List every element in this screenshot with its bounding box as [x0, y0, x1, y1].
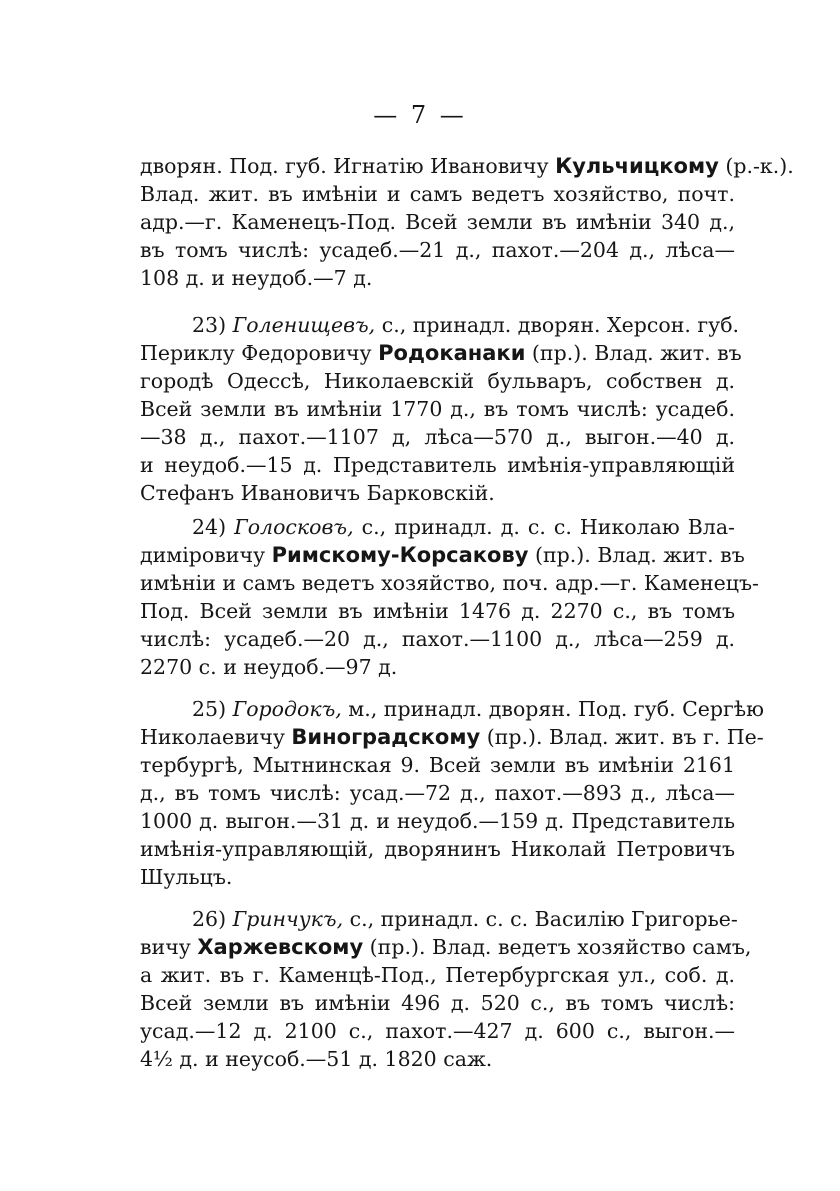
text-line: д., въ томъ числѣ: усад.—72 д., пахот.—893 д., лѣса— — [140, 781, 735, 805]
text-line: въ томъ числѣ: усадеб.—21 д., пахот.—204 д., лѣса— — [140, 238, 735, 262]
text-line: числѣ: усадеб.—20 д., пахот.—1100 д., лѣса—259 д. — [140, 627, 735, 651]
village-name: Гринчукъ, — [232, 907, 344, 931]
entry-number: 25) — [192, 697, 227, 721]
text-line: 2270 с. и неудоб.—97 д. — [140, 655, 398, 679]
village-name: Голосковъ, — [234, 515, 354, 539]
text-line: 108 д. и неудоб.—7 д. — [140, 266, 373, 290]
text-line: —38 д., пахот.—1107 д, лѣса—570 д., выгон.—40 д. — [140, 425, 735, 449]
page-number: — 7 — — [373, 101, 467, 129]
text-line: а жит. въ г. Каменцѣ-Под., Петербургская ул., соб. д. — [140, 963, 735, 987]
text-line: 4½ д. и неусоб.—51 д. 1820 саж. — [140, 1047, 493, 1071]
text-line: имѣніи и самъ ведетъ хозяйство, поч. адр.—г. Каменецъ- — [140, 571, 759, 595]
entry-25 — [140, 695, 764, 891]
text-line: Стефанъ Ивановичъ Барковскій. — [140, 481, 495, 505]
entry-number: 23) — [192, 313, 227, 337]
village-name: Голенищевъ, — [232, 313, 376, 337]
text-line: Николаевичу Виноградскому (пр.). Влад. жит. въ г. Пе- — [140, 725, 764, 749]
text-line: дворян. Под. губ. Игнатію Ивановичу Кульчицкому (р.-к.). — [140, 154, 794, 178]
owner-surname: Родоканаки — [378, 341, 526, 365]
owner-surname: Кульчицкому — [555, 154, 719, 178]
text-line: Шульцъ. — [140, 865, 233, 889]
text-line: Влад. жит. въ имѣніи и самъ ведетъ хозяйство, почт. — [140, 182, 735, 206]
entry-number: 24) — [192, 515, 227, 539]
text-line: Всей земли въ имѣніи 496 д. 520 с., въ томъ числѣ: — [140, 991, 735, 1015]
text-line: адр.—г. Каменецъ-Под. Всей земли въ имѣніи 340 д., — [140, 210, 735, 234]
entry-heading-line: 25) Городокъ, м., принадл. дворян. Под. губ. Сергѣю — [192, 697, 764, 721]
owner-surname: Харжевскому — [197, 935, 364, 959]
text-line: тербургѣ, Мытнинская 9. Всей земли въ имѣніи 2161 — [140, 753, 735, 777]
entry-heading-line: 24) Голосковъ, с., принадл. д. с. с. Николаю Вла- — [192, 515, 735, 539]
text-line: городѣ Одессѣ, Николаевскій бульваръ, собствен д. — [140, 369, 735, 393]
entry-24 — [140, 513, 759, 681]
entry-continuation — [140, 152, 794, 292]
entry-heading-line: 23) Голенищевъ, с., принадл. дворян. Херсон. губ. — [192, 313, 740, 337]
village-name: Городокъ, — [232, 697, 342, 721]
text-line: и неудоб.—15 д. Представитель имѣнія-управляющій — [140, 453, 735, 477]
text-line: Под. Всей земли въ имѣніи 1476 д. 2270 с., въ томъ — [140, 599, 735, 623]
text-line: диміровичу Римскому-Корсакову (пр.). Влад. жит. въ — [140, 543, 745, 567]
text-line: Периклу Федоровичу Родоканаки (пр.). Влад. жит. въ — [140, 341, 742, 365]
text-line: Всей земли въ имѣніи 1770 д., въ томъ числѣ: усадеб. — [140, 397, 735, 421]
text-line: имѣнія-управляющій, дворянинъ Николай Петровичъ — [140, 837, 735, 861]
entry-heading-line: 26) Гринчукъ, с., принадл. с. с. Василію Григорье- — [192, 907, 738, 931]
owner-surname: Римскому-Корсакову — [271, 543, 529, 567]
owner-surname: Виноградскому — [291, 725, 481, 749]
text-line: 1000 д. выгон.—31 д. и неудоб.—159 д. Представитель — [140, 809, 735, 833]
entry-26 — [140, 905, 752, 1073]
text-line: усад.—12 д. 2100 с., пахот.—427 д. 600 с., выгон.— — [140, 1019, 735, 1043]
text-line: вичу Харжевскому (пр.). Влад. ведетъ хозяйство самъ, — [140, 935, 752, 959]
entry-23 — [140, 311, 742, 507]
entry-number: 26) — [192, 907, 227, 931]
